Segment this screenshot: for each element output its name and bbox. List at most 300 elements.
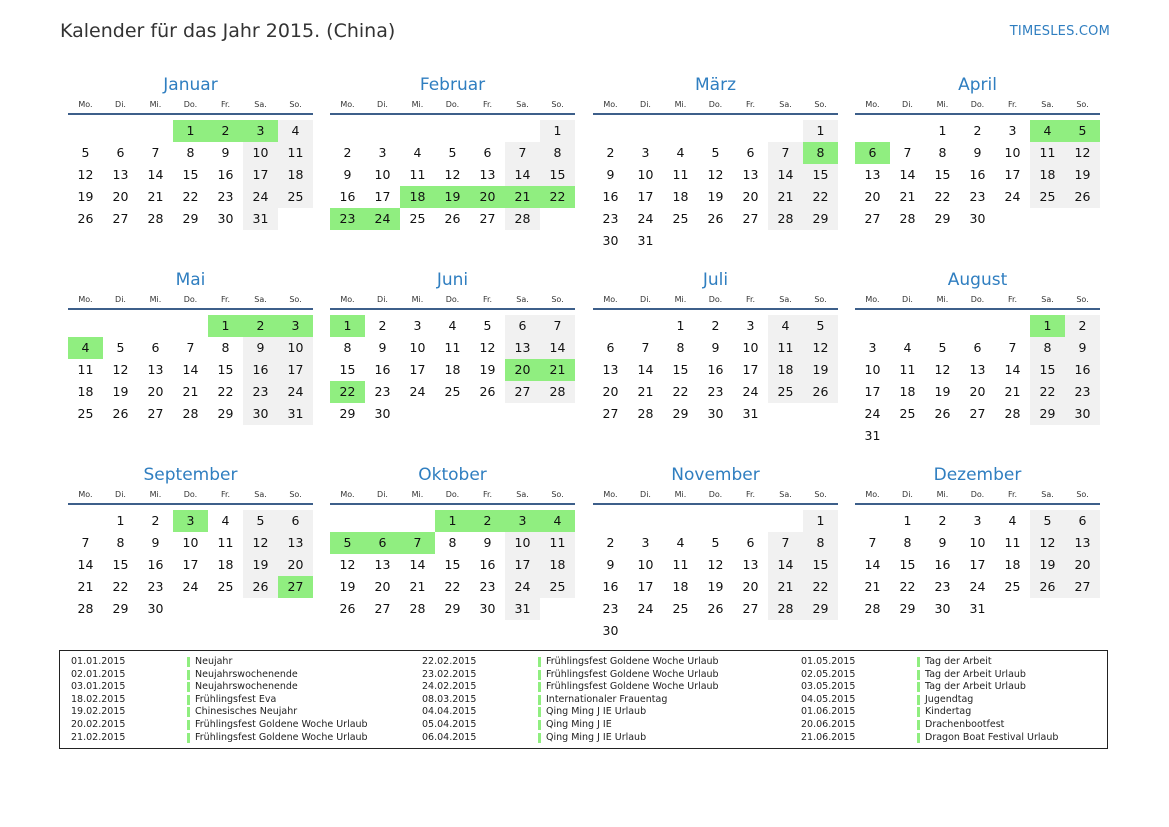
legend-date: 02.01.2015 (71, 668, 126, 680)
day-cell: 18 (77, 384, 94, 399)
day-cell: 7 (868, 535, 877, 550)
day-cell: 26 (339, 601, 356, 616)
day-cell: 13 (742, 167, 759, 182)
day-cell: 23 (147, 579, 164, 594)
day-cell: 19 (243, 554, 278, 576)
month-1 (330, 75, 575, 265)
day-cell: 30 (217, 211, 234, 226)
day-cell: 25 (672, 601, 689, 616)
day-cell: 18 (1030, 164, 1065, 186)
day-cell: 7 (81, 535, 90, 550)
day-cell: 24 (969, 579, 986, 594)
legend-date: 20.02.2015 (71, 719, 126, 730)
day-cell: 7 (540, 315, 575, 337)
day-cell: 27 (479, 211, 496, 226)
day-cell: 30 (479, 601, 496, 616)
day-cell: 5 (938, 340, 947, 355)
day-cell: 30 (934, 601, 951, 616)
legend-holiday-name: Kindertag (925, 706, 972, 718)
day-cell: 12 (112, 362, 129, 377)
legend-date: 05.04.2015 (422, 719, 477, 730)
legend-date: 04.05.2015 (801, 693, 856, 705)
month-divider (68, 113, 313, 115)
day-cell: 2 (973, 123, 982, 138)
weekday-header: Di. (377, 100, 388, 109)
day-cell: 29 (803, 598, 838, 620)
month-title: Januar (163, 75, 218, 95)
weekday-header: Mo. (603, 490, 618, 499)
day-cell: 6 (973, 340, 982, 355)
day-cell: 10 (637, 167, 654, 182)
holiday-day-cell: 4 (1030, 120, 1065, 142)
month-0 (68, 75, 313, 265)
day-cell: 12 (1030, 532, 1065, 554)
day-cell: 13 (147, 362, 164, 377)
weekday-header: Sa. (1041, 100, 1054, 109)
day-cell: 18 (768, 359, 803, 381)
day-cell: 29 (217, 406, 234, 421)
weekday-header: Do. (445, 490, 460, 499)
day-cell: 27 (969, 406, 986, 421)
weekday-header: Do. (445, 295, 460, 304)
month-divider (855, 308, 1100, 310)
day-cell: 17 (374, 189, 391, 204)
day-cell: 25 (77, 406, 94, 421)
day-cell: 14 (1004, 362, 1021, 377)
legend-color-marker (538, 682, 541, 692)
day-cell: 23 (602, 211, 619, 226)
day-cell: 10 (374, 167, 391, 182)
day-cell: 31 (278, 403, 313, 425)
day-cell: 12 (1065, 142, 1100, 164)
month-title: Februar (419, 75, 486, 95)
day-cell: 27 (742, 211, 759, 226)
weekday-header: Mi. (674, 100, 687, 109)
day-cell: 19 (112, 384, 129, 399)
day-cell: 13 (112, 167, 129, 182)
day-cell: 9 (606, 557, 615, 572)
day-cell: 6 (278, 510, 313, 532)
day-cell: 21 (1004, 384, 1021, 399)
day-cell: 25 (1004, 579, 1021, 594)
weekday-header: So. (814, 295, 827, 304)
day-cell: 3 (413, 318, 422, 333)
day-cell: 6 (746, 145, 755, 160)
day-cell: 19 (77, 189, 94, 204)
weekday-header: Do. (708, 295, 723, 304)
day-cell: 9 (606, 167, 615, 182)
weekday-header: Fr. (482, 295, 493, 304)
page-title: Kalender für das Jahr 2015. (China) (60, 20, 396, 42)
holiday-day-cell: 6 (855, 142, 890, 164)
month-5 (330, 270, 575, 460)
day-cell: 24 (637, 211, 654, 226)
day-cell: 10 (864, 362, 881, 377)
day-cell: 1 (676, 318, 685, 333)
day-cell: 29 (182, 211, 199, 226)
day-cell: 11 (1030, 142, 1065, 164)
day-cell: 29 (339, 406, 356, 421)
day-cell: 13 (1065, 532, 1100, 554)
month-title: August (947, 270, 1008, 290)
day-cell: 1 (116, 513, 125, 528)
legend-holiday-name: Qing Ming J IE Urlaub (546, 706, 647, 718)
day-cell: 11 (217, 535, 234, 550)
day-cell: 21 (637, 384, 654, 399)
day-cell: 1 (803, 510, 838, 532)
weekday-header: Sa. (254, 490, 267, 499)
day-cell: 26 (707, 601, 724, 616)
holiday-day-cell: 21 (540, 359, 575, 381)
day-cell: 30 (1065, 403, 1100, 425)
month-divider (855, 503, 1100, 505)
day-cell: 12 (77, 167, 94, 182)
day-cell: 1 (540, 120, 575, 142)
day-cell: 18 (1004, 557, 1021, 572)
day-cell: 11 (672, 167, 689, 182)
weekday-header: Mo. (865, 490, 880, 499)
day-cell: 2 (711, 318, 720, 333)
day-cell: 22 (934, 189, 951, 204)
day-cell: 7 (903, 145, 912, 160)
day-cell: 13 (479, 167, 496, 182)
day-cell: 15 (899, 557, 916, 572)
month-4 (68, 270, 313, 460)
weekday-header: Mi. (411, 295, 424, 304)
day-cell: 24 (278, 381, 313, 403)
holiday-day-cell: 24 (365, 208, 400, 230)
legend-date: 19.02.2015 (71, 706, 126, 718)
holiday-day-cell: 18 (400, 186, 435, 208)
weekday-header: Mi. (149, 100, 162, 109)
day-cell: 16 (243, 359, 278, 381)
day-cell: 25 (540, 576, 575, 598)
weekday-header: Fr. (1007, 100, 1018, 109)
holiday-day-cell: 3 (278, 315, 313, 337)
day-cell: 26 (1065, 186, 1100, 208)
day-cell: 20 (742, 579, 759, 594)
day-cell: 4 (221, 513, 230, 528)
weekday-header: Mo. (865, 100, 880, 109)
day-cell: 18 (672, 189, 689, 204)
day-cell: 9 (711, 340, 720, 355)
day-cell: 14 (182, 362, 199, 377)
legend-color-marker (187, 670, 190, 680)
day-cell: 5 (483, 318, 492, 333)
day-cell: 9 (1065, 337, 1100, 359)
day-cell: 23 (707, 384, 724, 399)
day-cell: 6 (151, 340, 160, 355)
day-cell: 24 (409, 384, 426, 399)
day-cell: 10 (278, 337, 313, 359)
legend-color-marker (917, 733, 920, 743)
month-divider (593, 308, 838, 310)
holiday-day-cell: 2 (243, 315, 278, 337)
day-cell: 17 (1004, 167, 1021, 182)
month-9 (330, 465, 575, 655)
weekday-header: Mo. (78, 295, 93, 304)
site-link[interactable]: TIMESLES.COM (1009, 24, 1110, 39)
day-cell: 25 (409, 211, 426, 226)
day-cell: 13 (864, 167, 881, 182)
day-cell: 18 (672, 579, 689, 594)
weekday-header: Do. (445, 100, 460, 109)
day-cell: 29 (672, 406, 689, 421)
weekday-header: Mi. (411, 100, 424, 109)
day-cell: 7 (1008, 340, 1017, 355)
legend-date: 01.05.2015 (801, 656, 856, 667)
day-cell: 22 (112, 579, 129, 594)
holiday-day-cell: 5 (1065, 120, 1100, 142)
day-cell: 18 (217, 557, 234, 572)
weekday-header: So. (814, 100, 827, 109)
day-cell: 29 (1030, 403, 1065, 425)
day-cell: 23 (1065, 381, 1100, 403)
day-cell: 2 (938, 513, 947, 528)
day-cell: 24 (1004, 189, 1021, 204)
day-cell: 25 (278, 186, 313, 208)
day-cell: 14 (899, 167, 916, 182)
day-cell: 31 (243, 208, 278, 230)
day-cell: 20 (602, 384, 619, 399)
day-cell: 12 (339, 557, 356, 572)
day-cell: 25 (768, 381, 803, 403)
day-cell: 31 (742, 406, 759, 421)
day-cell: 28 (864, 601, 881, 616)
day-cell: 29 (444, 601, 461, 616)
legend-holiday-name: Tag der Arbeit Urlaub (925, 681, 1026, 693)
day-cell: 4 (278, 120, 313, 142)
weekday-header: Di. (640, 295, 651, 304)
day-cell: 17 (637, 579, 654, 594)
weekday-header: Do. (708, 490, 723, 499)
legend-date: 01.01.2015 (71, 656, 126, 667)
day-cell: 21 (768, 186, 803, 208)
month-divider (593, 503, 838, 505)
day-cell: 21 (182, 384, 199, 399)
legend-color-marker (917, 695, 920, 705)
legend-date: 21.02.2015 (71, 731, 126, 743)
month-title: Mai (175, 270, 206, 290)
day-cell: 16 (147, 557, 164, 572)
day-cell: 11 (409, 167, 426, 182)
legend-holiday-name: Qing Ming J IE Urlaub (546, 731, 647, 743)
weekday-header: Di. (640, 100, 651, 109)
day-cell: 3 (746, 318, 755, 333)
day-cell: 1 (938, 123, 947, 138)
day-cell: 23 (602, 601, 619, 616)
day-cell: 30 (602, 623, 619, 638)
day-cell: 17 (505, 554, 540, 576)
day-cell: 9 (343, 167, 352, 182)
day-cell: 4 (676, 145, 685, 160)
day-cell: 24 (637, 601, 654, 616)
day-cell: 10 (409, 340, 426, 355)
holiday-day-cell: 1 (330, 315, 365, 337)
day-cell: 25 (444, 384, 461, 399)
day-cell: 12 (803, 337, 838, 359)
day-cell: 22 (217, 384, 234, 399)
day-cell: 16 (602, 189, 619, 204)
day-cell: 11 (899, 362, 916, 377)
day-cell: 15 (672, 362, 689, 377)
day-cell: 8 (903, 535, 912, 550)
day-cell: 4 (413, 145, 422, 160)
day-cell: 8 (1030, 337, 1065, 359)
day-cell: 14 (768, 164, 803, 186)
weekday-header: Fr. (745, 100, 756, 109)
month-divider (330, 503, 575, 505)
day-cell: 2 (151, 513, 160, 528)
day-cell: 13 (969, 362, 986, 377)
weekday-header: So. (289, 490, 302, 499)
weekday-header: Sa. (516, 100, 529, 109)
day-cell: 4 (768, 315, 803, 337)
day-cell: 14 (864, 557, 881, 572)
day-cell: 6 (505, 315, 540, 337)
day-cell: 19 (934, 384, 951, 399)
day-cell: 13 (374, 557, 391, 572)
weekday-header: Mi. (149, 295, 162, 304)
holiday-day-cell: 4 (68, 337, 103, 359)
month-6 (593, 270, 838, 460)
weekday-header: Mi. (411, 490, 424, 499)
legend-date: 04.04.2015 (422, 706, 477, 718)
day-cell: 17 (409, 362, 426, 377)
day-cell: 26 (707, 211, 724, 226)
day-cell: 15 (112, 557, 129, 572)
month-divider (855, 113, 1100, 115)
day-cell: 3 (1008, 123, 1017, 138)
weekday-header: Fr. (482, 100, 493, 109)
legend-date: 21.06.2015 (801, 731, 856, 743)
day-cell: 19 (803, 359, 838, 381)
day-cell: 10 (243, 142, 278, 164)
day-cell: 20 (969, 384, 986, 399)
day-cell: 3 (868, 340, 877, 355)
day-cell: 14 (768, 554, 803, 576)
legend-date: 22.02.2015 (422, 656, 477, 667)
day-cell: 27 (505, 381, 540, 403)
weekday-header: Do. (183, 295, 198, 304)
legend-color-marker (917, 670, 920, 680)
day-cell: 2 (606, 145, 615, 160)
day-cell: 8 (116, 535, 125, 550)
day-cell: 26 (243, 576, 278, 598)
weekday-header: Di. (902, 490, 913, 499)
day-cell: 16 (374, 362, 391, 377)
day-cell: 14 (505, 164, 540, 186)
day-cell: 24 (182, 579, 199, 594)
day-cell: 9 (973, 145, 982, 160)
weekday-header: Fr. (220, 100, 231, 109)
weekday-header: Sa. (779, 295, 792, 304)
day-cell: 9 (243, 337, 278, 359)
weekday-header: Mo. (340, 295, 355, 304)
month-8 (68, 465, 313, 655)
day-cell: 22 (672, 384, 689, 399)
holiday-day-cell: 19 (435, 186, 470, 208)
day-cell: 17 (742, 362, 759, 377)
weekday-header: Mi. (936, 295, 949, 304)
weekday-header: Mi. (674, 295, 687, 304)
month-7 (855, 270, 1100, 460)
holiday-day-cell: 3 (505, 510, 540, 532)
day-cell: 15 (444, 557, 461, 572)
day-cell: 22 (803, 576, 838, 598)
day-cell: 1 (903, 513, 912, 528)
day-cell: 26 (479, 384, 496, 399)
holiday-day-cell: 7 (400, 532, 435, 554)
legend-color-marker (538, 695, 541, 705)
month-title: November (671, 465, 760, 485)
legend-holiday-name: Frühlingsfest Goldene Woche Urlaub (546, 681, 719, 693)
day-cell: 22 (1030, 381, 1065, 403)
day-cell: 24 (742, 384, 759, 399)
day-cell: 16 (217, 167, 234, 182)
legend-date: 03.01.2015 (71, 681, 126, 693)
day-cell: 3 (641, 145, 650, 160)
day-cell: 20 (742, 189, 759, 204)
day-cell: 18 (540, 554, 575, 576)
holiday-day-cell: 2 (470, 510, 505, 532)
month-title: März (695, 75, 736, 95)
day-cell: 8 (803, 532, 838, 554)
month-divider (68, 308, 313, 310)
day-cell: 30 (147, 601, 164, 616)
day-cell: 5 (711, 145, 720, 160)
day-cell: 14 (147, 167, 164, 182)
month-divider (593, 113, 838, 115)
day-cell: 8 (221, 340, 230, 355)
weekday-header: Di. (377, 490, 388, 499)
day-cell: 9 (378, 340, 387, 355)
day-cell: 17 (182, 557, 199, 572)
weekday-header: Mo. (603, 295, 618, 304)
day-cell: 15 (934, 167, 951, 182)
weekday-header: Di. (377, 295, 388, 304)
weekday-header: Mo. (340, 100, 355, 109)
weekday-header: Sa. (516, 490, 529, 499)
day-cell: 26 (77, 211, 94, 226)
day-cell: 9 (221, 145, 230, 160)
holiday-day-cell: 23 (330, 208, 365, 230)
day-cell: 20 (1065, 554, 1100, 576)
weekday-header: So. (1076, 490, 1089, 499)
day-cell: 27 (112, 211, 129, 226)
day-cell: 11 (444, 340, 461, 355)
day-cell: 5 (116, 340, 125, 355)
day-cell: 30 (374, 406, 391, 421)
day-cell: 21 (864, 579, 881, 594)
day-cell: 28 (540, 381, 575, 403)
day-cell: 12 (444, 167, 461, 182)
legend-date: 23.02.2015 (422, 668, 477, 680)
holiday-day-cell: 3 (243, 120, 278, 142)
day-cell: 22 (899, 579, 916, 594)
weekday-header: Sa. (1041, 490, 1054, 499)
day-cell: 13 (278, 532, 313, 554)
day-cell: 5 (448, 145, 457, 160)
day-cell: 18 (278, 164, 313, 186)
day-cell: 14 (409, 557, 426, 572)
day-cell: 24 (505, 576, 540, 598)
legend-holiday-name: Frühlingsfest Goldene Woche Urlaub (195, 719, 368, 730)
legend-holiday-name: Drachenbootfest (925, 719, 1005, 730)
day-cell: 7 (186, 340, 195, 355)
day-cell: 28 (147, 211, 164, 226)
weekday-header: Di. (115, 490, 126, 499)
